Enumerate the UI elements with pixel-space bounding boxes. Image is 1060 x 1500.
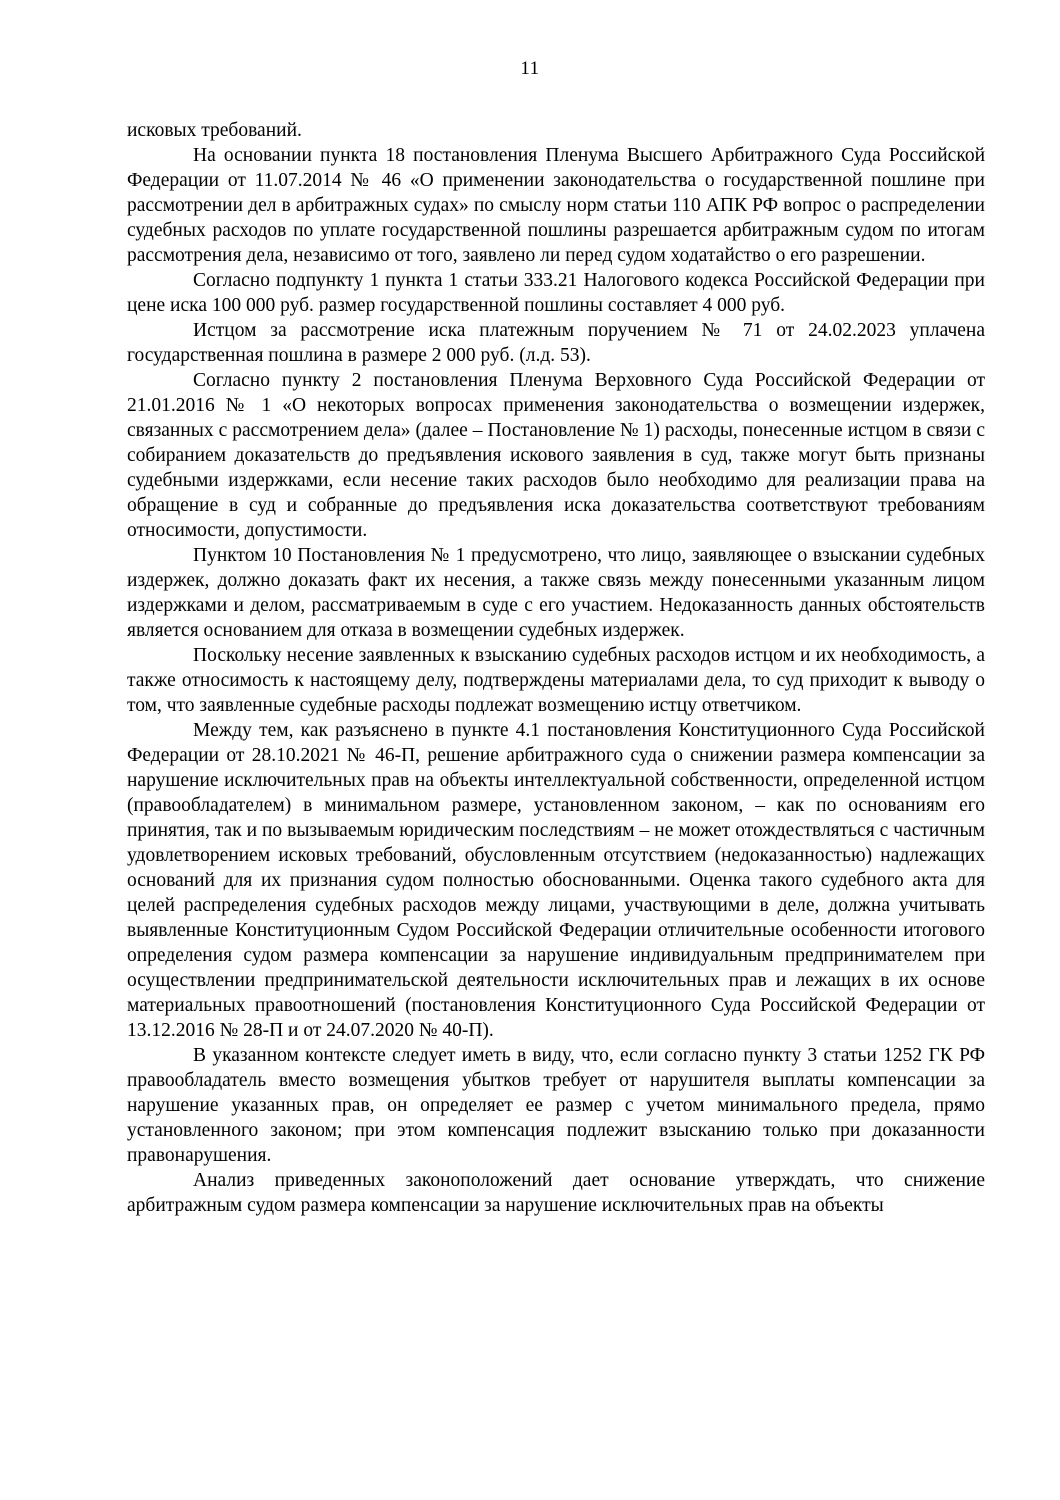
paragraph: Анализ приведенных законоположений дает основание утверждать, что снижение арбитражным судом размера компенсации за нарушение исключительных прав на объекты — [127, 1170, 985, 1216]
page-number: 11 — [520, 58, 540, 79]
paragraph: В указанном контексте следует иметь в виду, что, если согласно пункту 3 статьи 1252 ГК РФ правообладатель вместо возмещения убытков требует от нарушителя выплаты компенсации за нарушение указанных прав, он определяет ее размер с учетом минимального предела, прямо установленного законом; при этом компенсация подлежит взысканию только при доказанности правонарушения. — [127, 1045, 985, 1166]
paragraph: На основании пункта 18 постановления Пленума Высшего Арбитражного Суда Российской Федерации от 11.07.2014 № 46 «О применении законодательства о государственной пошлине при рассмотрении дел в арбитражных судах» по смыслу норм статьи 110 АПК РФ вопрос о распределении судебных расходов по уплате государственной пошлины разрешается арбитражным судом по итогам рассмотрения дела, независимо от того, заявлено ли перед судом ходатайство о его разрешении. — [127, 145, 985, 266]
paragraph-continuation: исковых требований. — [127, 120, 302, 141]
paragraph: Между тем, как разъяснено в пункте 4.1 постановления Конституционного Суда Российской Федерации от 28.10.2021 № 46-П, решение арбитражного суда о снижении размера компенсации за нарушение исключительных прав на объекты интеллектуальной собственности, определенной истцом (правообладателем) в минимальном размере, установленном законом, – как по основаниям его принятия, так и по вызываемым юридическим последствиям – не может отождествляться с частичным удовлетворением исковых требований, обусловленным отсутствием (недоказанностью) надлежащих оснований для их признания судом полностью обоснованными. Оценка такого судебного акта для целей распределения судебных расходов между лицами, участвующими в деле, должна учитывать выявленные Конституционным Судом Российской Федерации отличительные особенности итогового определения судом размера компенсации за нарушение индивидуальным предпринимателем при осуществлении предпринимательской деятельности исключительных прав и лежащих в их основе материальных правоотношений (постановления Конституционного Суда Российской Федерации от 13.12.2016 № 28-П и от 24.07.2020 № 40-П). — [127, 720, 985, 1041]
paragraph: Согласно пункту 2 постановления Пленума Верховного Суда Российской Федерации от 21.01.2016 № 1 «О некоторых вопросах применения законодательства о возмещении издержек, связанных с рассмотрением дела» (далее – Постановление № 1) расходы, понесенные истцом в связи с собиранием доказательств до предъявления искового заявления в суд, также могут быть признаны судебными издержками, если несение таких расходов было необходимо для реализации права на обращение в суд и собранные до предъявления иска доказательства соответствуют требованиям относимости, допустимости. — [127, 370, 985, 541]
paragraph: Согласно подпункту 1 пункта 1 статьи 333.21 Налогового кодекса Российской Федерации при цене иска 100 000 руб. размер государственной пошлины составляет 4 000 руб. — [127, 270, 985, 316]
paragraph: Истцом за рассмотрение иска платежным поручением № 71 от 24.02.2023 уплачена государственная пошлина в размере 2 000 руб. (л.д. 53). — [127, 320, 985, 366]
paragraph: Пунктом 10 Постановления № 1 предусмотрено, что лицо, заявляющее о взыскании судебных издержек, должно доказать факт их несения, а также связь между понесенными указанным лицом издержками и делом, рассматриваемым в суде с его участием. Недоказанность данных обстоятельств является основанием для отказа в возмещении судебных издержек. — [127, 545, 985, 641]
document-body — [127, 118, 985, 1218]
paragraph: Поскольку несение заявленных к взысканию судебных расходов истцом и их необходимость, а также относимость к настоящему делу, подтверждены материалами дела, то суд приходит к выводу о том, что заявленные судебные расходы подлежат возмещению истцу ответчиком. — [127, 645, 985, 716]
